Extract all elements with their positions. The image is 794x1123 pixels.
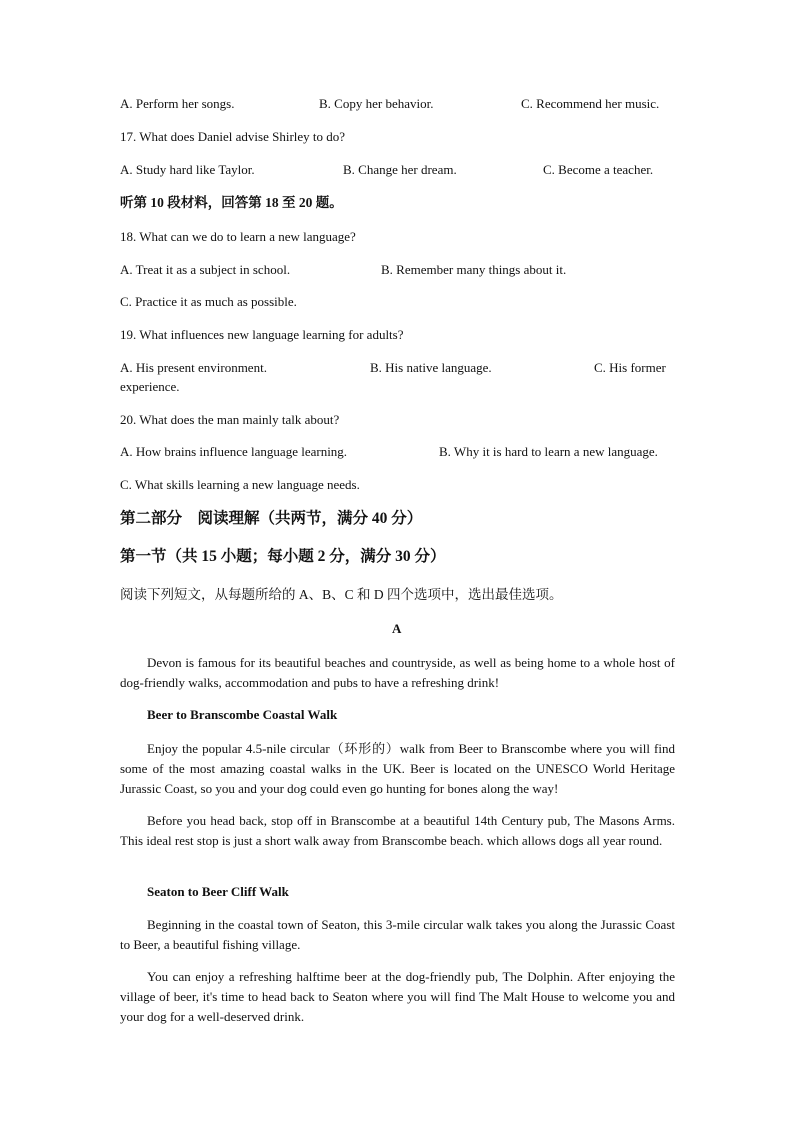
q18-option-c: C. Practice it as much as possible. xyxy=(120,294,297,309)
q18-option-a: A. Treat it as a subject in school. xyxy=(120,262,291,277)
walk1-paragraph-1: Enjoy the popular 4.5-nile circular（环形的）walk from Beer to Branscombe where you will find some of the most amazing coastal walks in the UK. Beer is located on the UNESCO World Heritage Jurassic Coast, so you and your dog could even go hunting for bones along the way! xyxy=(120,741,675,796)
q20-option-c: C. What skills learning a new language needs. xyxy=(120,477,360,492)
q20-option-a: A. How brains influence language learning. xyxy=(120,444,348,459)
q16-option-a: A. Perform her songs. xyxy=(120,96,235,111)
walk2-paragraph-1: Beginning in the coastal town of Seaton, this 3-mile circular walk takes you along the Jurassic Coast to Beer, a beautiful fishing village. xyxy=(120,917,675,952)
section10-instruction: 听第 10 段材料，回答第 18 至 20 题。 xyxy=(120,195,343,210)
q16-option-b: B. Copy her behavior. xyxy=(319,96,434,111)
q20-option-b: B. Why it is hard to learn a new language. xyxy=(439,444,658,459)
q19-option-c-continuation: experience. xyxy=(120,379,180,394)
section1-heading: 第一节（共 15 小题；每小题 2 分，满分 30 分） xyxy=(120,548,446,565)
passage-intro: Devon is famous for its beautiful beaches and countryside, as well as being home to a whole host of dog-friendly walks, accommodation and pubs to have a refreshing drink! xyxy=(120,655,675,690)
walk2-title: Seaton to Beer Cliff Walk xyxy=(147,884,289,899)
q18-stem: 18. What can we do to learn a new language? xyxy=(120,229,356,244)
reading-instruction: 阅读下列短文，从每题所给的 A、B、C 和 D 四个选项中，选出最佳选项。 xyxy=(120,587,563,602)
q17-option-b: B. Change her dream. xyxy=(343,162,457,177)
q19-option-c: C. His former xyxy=(594,360,666,375)
q17-stem: 17. What does Daniel advise Shirley to do? xyxy=(120,129,346,144)
passage-letter: A xyxy=(392,621,402,636)
part2-heading: 第二部分 阅读理解（共两节，满分 40 分） xyxy=(120,510,423,527)
q20-stem: 20. What does the man mainly talk about? xyxy=(120,412,340,427)
q17-option-c: C. Become a teacher. xyxy=(543,162,654,177)
walk2-paragraph-2: You can enjoy a refreshing halftime beer at the dog-friendly pub, The Dolphin. After enjoying the village of beer, it's time to head back to Seaton where you will find The Malt House to welcome you and your dog for a well-deserved drink. xyxy=(120,969,675,1024)
q19-option-b: B. His native language. xyxy=(370,360,492,375)
q19-option-a: A. His present environment. xyxy=(120,360,267,375)
q18-option-b: B. Remember many things about it. xyxy=(381,262,567,277)
walk1-title: Beer to Branscombe Coastal Walk xyxy=(147,707,338,722)
q19-stem: 19. What influences new language learning for adults? xyxy=(120,327,404,342)
q16-option-c: C. Recommend her music. xyxy=(521,96,660,111)
walk1-paragraph-2: Before you head back, stop off in Branscombe at a beautiful 14th Century pub, The Masons Arms. This ideal rest stop is just a short walk away from Branscombe beach. which allows dogs all year round. xyxy=(120,813,675,848)
q17-option-a: A. Study hard like Taylor. xyxy=(120,162,255,177)
